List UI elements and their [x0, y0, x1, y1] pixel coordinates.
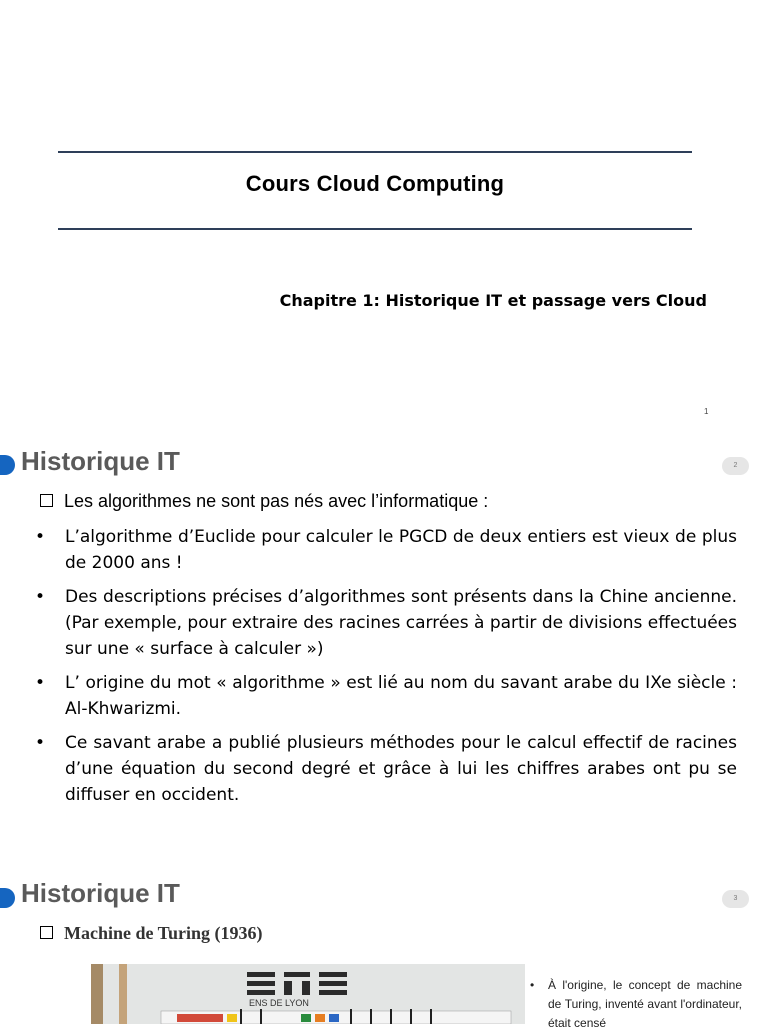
section-marker-icon [0, 888, 15, 908]
title-slide [0, 0, 768, 430]
list-item [35, 670, 737, 722]
bullet-dot-icon: • [530, 978, 535, 992]
intro-line [40, 491, 488, 512]
page-badge: 2 [722, 457, 749, 475]
checkbox-bullet-icon [40, 926, 53, 939]
list-item [35, 730, 737, 808]
page-number: 1 [704, 407, 709, 416]
chapter-subtitle: Chapitre 1: Historique IT et passage vers Cloud [279, 291, 707, 310]
slide-title: Historique IT [21, 878, 180, 908]
machine-heading-text: Machine de Turing (1936) [64, 923, 263, 943]
turing-machine-photo [91, 964, 525, 1024]
bullet-dot-icon: • [35, 733, 46, 753]
bullet-text: Des descriptions précises d’algorithmes sont présents dans la Chine ancienne. (Par exemple, pour extraire des racines carrées à partir de divisions effectuées sur une « surface à calculer ») [65, 587, 737, 659]
bullet-text: Ce savant arabe a publié plusieurs méthodes pour le calcul effectif de racines d’une équation du second degré et grâce à lui les chiffres arabes ont pu se diffuser en occident. [65, 733, 737, 805]
checkbox-bullet-icon [40, 494, 53, 507]
top-rule [58, 151, 692, 153]
photo-illustration [91, 964, 525, 1024]
course-title: Cours Cloud Computing [245, 171, 505, 196]
intro-text: Les algorithmes ne sont pas nés avec l’informatique : [64, 491, 489, 511]
bullet-dot-icon: • [35, 527, 46, 547]
slide-title: Historique IT [21, 446, 180, 476]
list-item [35, 524, 737, 576]
bullet-text: L’algorithme d’Euclide pour calculer le PGCD de deux entiers est vieux de plus de 2000 ans ! [65, 527, 737, 573]
bullet-dot-icon: • [35, 587, 46, 607]
machine-heading [40, 923, 263, 944]
bullet-list [35, 524, 737, 816]
side-note-text: À l'origine, le concept de machine de Turing, inventé avant l'ordinateur, était censé [548, 978, 742, 1030]
photo-label: ENS DE LYON [249, 998, 309, 1008]
list-item [35, 584, 737, 662]
bullet-dot-icon: • [35, 673, 46, 693]
bottom-rule [58, 228, 692, 230]
section-marker-icon [0, 455, 15, 475]
side-note [530, 976, 742, 1033]
bullet-text: L’ origine du mot « algorithme » est lié au nom du savant arabe du IXe siècle : Al-Khwarizmi. [65, 673, 737, 719]
page-badge: 3 [722, 890, 749, 908]
